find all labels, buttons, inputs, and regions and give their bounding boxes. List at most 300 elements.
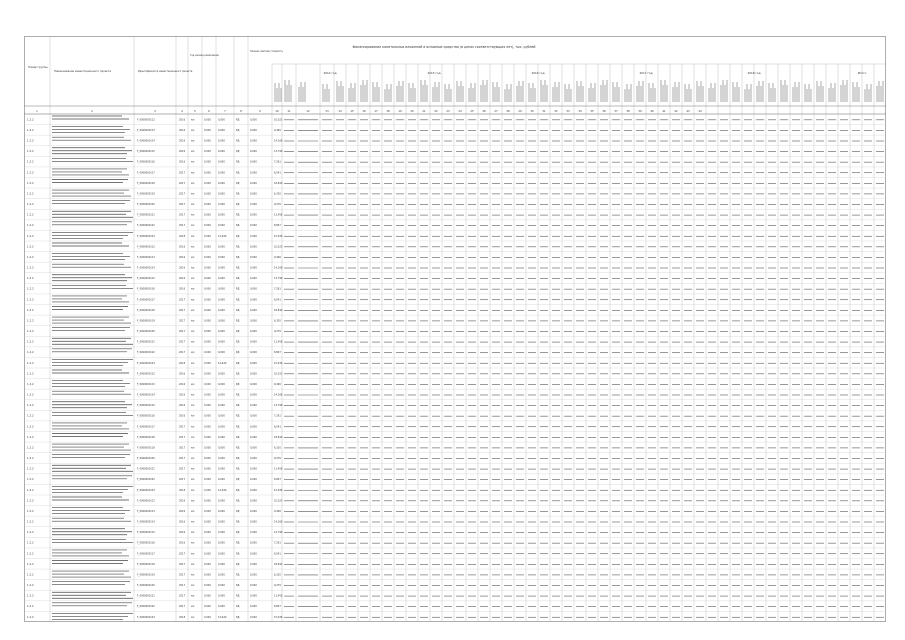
row-code: 1.2.2 [27, 615, 34, 619]
row-value: 0,000 [204, 150, 211, 154]
row-value: 0,000 [218, 435, 225, 439]
row-value: 0,000 [204, 372, 211, 376]
row-value: 0,000 [218, 605, 225, 609]
row-value: 0,000 [218, 319, 225, 323]
row-year: 2016 [179, 277, 186, 281]
row-unit: км [191, 298, 195, 302]
column-number: 11 [287, 110, 291, 113]
document-sheet [24, 36, 886, 622]
header-id: Идентификатор инвестиционного проекта [138, 70, 193, 73]
row-code: 1.2.2 [27, 351, 34, 355]
row-unit: км [191, 255, 195, 259]
row-id: F_0000000119 [137, 573, 155, 577]
row-value: 11,458 [274, 467, 283, 471]
row-year: 2017 [179, 181, 186, 185]
row-id: F_0000000114 [137, 266, 155, 270]
row-value: 10,023 [274, 499, 283, 503]
row-code: 1.2.2 [27, 181, 34, 185]
row-value: 0,000 [204, 499, 211, 503]
row-value: 0,000 [250, 562, 257, 566]
row-value: 0,000 [204, 509, 211, 513]
row-id: F_0000000120 [137, 457, 155, 461]
column-number: 33 [566, 110, 570, 113]
row-value: РД [236, 340, 240, 344]
row-year: 2017 [179, 605, 186, 609]
row-value: 0,000 [218, 562, 225, 566]
column-number: 19 [398, 110, 402, 113]
row-value: 0,000 [218, 181, 225, 185]
row-value: 0,000 [218, 414, 225, 418]
row-value: 0,000 [204, 552, 211, 556]
row-value: РД [236, 118, 240, 122]
row-unit: км [191, 308, 195, 312]
row-value: РД [236, 488, 240, 492]
row-value: 18,840 [274, 308, 283, 312]
row-value: РД [236, 234, 240, 238]
header-year-group: 2016 год [531, 71, 545, 75]
row-unit: км [191, 446, 195, 450]
row-code: 1.2.2 [27, 266, 34, 270]
row-value: РД [236, 181, 240, 185]
row-value: 0,000 [250, 203, 257, 207]
row-value: 15,036 [274, 234, 283, 238]
row-year: 2017 [179, 552, 186, 556]
column-number: 29 [518, 110, 522, 113]
row-value: 0,000 [204, 446, 211, 450]
row-value: 0,000 [218, 457, 225, 461]
row-value: 0,000 [218, 266, 225, 270]
row-value: 0,000 [218, 372, 225, 376]
row-value: 0,000 [204, 594, 211, 598]
row-value: 0,000 [204, 245, 211, 249]
row-value: 0,000 [204, 393, 211, 397]
row-value: РД [236, 584, 240, 588]
row-value: 9,276 [274, 330, 281, 334]
row-value: 0,000 [218, 298, 225, 302]
row-year: 2016 [179, 245, 186, 249]
row-value: 10,023 [274, 118, 283, 122]
row-code: 1.2.2 [27, 446, 34, 450]
row-unit: км [191, 224, 195, 228]
row-value: 0,000 [250, 118, 257, 122]
row-unit: км [191, 160, 195, 164]
row-value: РД [236, 330, 240, 334]
column-number: 8 [240, 110, 242, 113]
row-value: 8,807 [274, 351, 281, 355]
table-caption: Финансирование капитальных вложений в основные средства (в ценах соответствующих лет), тыс. рублей [352, 45, 536, 49]
row-value: 0,000 [218, 404, 225, 408]
row-value: 0,000 [250, 425, 257, 429]
row-year: 2016 [179, 531, 186, 535]
row-id: F_0000000117 [137, 552, 155, 556]
header-code: Номер группы [28, 66, 48, 69]
row-id: F_0000000115 [137, 531, 155, 535]
row-code: 1.2.2 [27, 594, 34, 598]
row-id: F_0000000122 [137, 605, 155, 609]
row-value: 0,000 [250, 287, 257, 291]
row-value: 13,798 [274, 404, 283, 408]
row-year: 2017 [179, 457, 186, 461]
header-year-group: 2018 год [747, 71, 761, 75]
row-unit: км [191, 150, 195, 154]
column-number: 40 [650, 110, 654, 113]
row-year: 2016 [179, 266, 186, 270]
row-value: 0,000 [204, 203, 211, 207]
row-value: РД [236, 160, 240, 164]
column-number: 20 [410, 110, 414, 113]
column-number: 38 [626, 110, 630, 113]
row-code: 1.2.2 [27, 330, 34, 334]
row-unit: км [191, 139, 195, 143]
row-unit: км [191, 531, 195, 535]
row-value: 18,840 [274, 181, 283, 185]
row-code: 1.2.2 [27, 298, 34, 302]
row-value: 0,000 [204, 330, 211, 334]
row-unit: км [191, 213, 195, 217]
row-value: 0,000 [250, 457, 257, 461]
row-value: 0,000 [204, 266, 211, 270]
row-value: 0,000 [218, 277, 225, 281]
row-year: 2016 [179, 118, 186, 122]
row-value: 0,000 [250, 372, 257, 376]
row-value: 0,000 [218, 520, 225, 524]
column-number: 10 [275, 110, 279, 113]
row-id: F_0000000116 [137, 414, 155, 418]
row-value: 0,000 [250, 520, 257, 524]
row-value: 14,168 [274, 393, 283, 397]
row-value: РД [236, 552, 240, 556]
column-number: 31 [542, 110, 546, 113]
row-value: РД [236, 615, 240, 619]
row-value: РД [236, 541, 240, 545]
row-value: 0,000 [250, 308, 257, 312]
row-value: 0,000 [218, 552, 225, 556]
row-value: 0,000 [204, 298, 211, 302]
column-number: 43 [686, 110, 690, 113]
row-value: 0,000 [204, 573, 211, 577]
row-unit: км [191, 478, 195, 482]
row-unit: км [191, 234, 195, 238]
column-number: 17 [374, 110, 378, 113]
header-year: Год начала реализации [190, 54, 219, 57]
row-value: 0,000 [250, 224, 257, 228]
column-number: 39 [638, 110, 642, 113]
row-unit: км [191, 319, 195, 323]
column-number: 24 [458, 110, 462, 113]
row-value: 0,000 [218, 203, 225, 207]
column-number: 32 [554, 110, 558, 113]
row-unit: км [191, 573, 195, 577]
row-year: 2016 [179, 509, 186, 513]
row-unit: км [191, 605, 195, 609]
row-value: 0,000 [218, 128, 225, 132]
row-id: F_0000000112 [137, 372, 155, 376]
row-value: 0,000 [218, 382, 225, 386]
row-code: 1.2.2 [27, 224, 34, 228]
row-value: 0,000 [204, 118, 211, 122]
row-value: РД [236, 308, 240, 312]
row-id: F_0000000123 [137, 615, 155, 619]
row-unit: км [191, 541, 195, 545]
row-code: 1.2.2 [27, 425, 34, 429]
header-name: Наименование инвестиционного проекта [54, 70, 112, 73]
row-value: 0,000 [218, 192, 225, 196]
row-value: 0,000 [204, 584, 211, 588]
row-value: 0,000 [218, 245, 225, 249]
row-code: 1.2.2 [27, 573, 34, 577]
row-value: 0,000 [250, 488, 257, 492]
row-value: 11,458 [274, 340, 283, 344]
row-value: 18,840 [274, 435, 283, 439]
row-value: 12,640 [218, 615, 227, 619]
column-number: 7 [224, 110, 226, 113]
row-value: 6,320 [274, 573, 281, 577]
row-value: 0,000 [204, 128, 211, 132]
row-id: F_0000000114 [137, 520, 155, 524]
column-number: 23 [446, 110, 450, 113]
column-number: 12 [306, 110, 310, 113]
row-id: F_0000000120 [137, 330, 155, 334]
row-value: 8,541 [274, 298, 281, 302]
row-value: 0,000 [250, 531, 257, 535]
header-year-group: 2017 год [639, 71, 653, 75]
row-year: 2017 [179, 425, 186, 429]
column-number: 16 [362, 110, 366, 113]
row-value: 0,000 [250, 541, 257, 545]
row-value: 0,000 [204, 287, 211, 291]
row-id: F_0000000118 [137, 435, 155, 439]
row-code: 1.2.2 [27, 150, 34, 154]
row-unit: км [191, 404, 195, 408]
row-id: F_0000000121 [137, 467, 155, 471]
row-code: 1.2.2 [27, 393, 34, 397]
row-id: F_0000000119 [137, 319, 155, 323]
row-unit: км [191, 520, 195, 524]
row-year: 2017 [179, 308, 186, 312]
row-value: 0,000 [250, 277, 257, 281]
column-number: 26 [482, 110, 486, 113]
row-code: 1.2.2 [27, 404, 34, 408]
row-value: РД [236, 361, 240, 365]
row-value: 12,640 [218, 361, 227, 365]
row-year: 2017 [179, 435, 186, 439]
row-value: 9,490 [274, 255, 281, 259]
row-value: 0,000 [204, 425, 211, 429]
row-year: 2017 [179, 330, 186, 334]
row-unit: км [191, 425, 195, 429]
row-code: 1.2.2 [27, 531, 34, 535]
row-value: 14,168 [274, 266, 283, 270]
row-value: 8,541 [274, 171, 281, 175]
row-year: 2016 [179, 393, 186, 397]
row-year: 2017 [179, 478, 186, 482]
row-value: 0,000 [218, 171, 225, 175]
row-year: 2016 [179, 541, 186, 545]
row-unit: км [191, 552, 195, 556]
row-year: 2017 [179, 573, 186, 577]
row-id: F_0000000123 [137, 361, 155, 365]
row-id: F_0000000113 [137, 382, 155, 386]
row-value: РД [236, 224, 240, 228]
row-unit: км [191, 615, 195, 619]
row-value: РД [236, 478, 240, 482]
row-value: РД [236, 404, 240, 408]
row-unit: км [191, 393, 195, 397]
row-code: 1.2.2 [27, 213, 34, 217]
row-value: 0,000 [250, 234, 257, 238]
row-unit: км [191, 382, 195, 386]
row-value: 0,000 [218, 224, 225, 228]
row-value: 0,000 [218, 531, 225, 535]
row-value: 9,276 [274, 457, 281, 461]
row-year: 2017 [179, 298, 186, 302]
row-code: 1.2.2 [27, 467, 34, 471]
row-value: РД [236, 382, 240, 386]
row-value: 0,000 [204, 457, 211, 461]
row-value: 0,000 [218, 594, 225, 598]
row-code: 1.2.2 [27, 435, 34, 439]
row-id: F_0000000114 [137, 139, 155, 143]
row-value: 6,320 [274, 319, 281, 323]
row-code: 1.2.2 [27, 605, 34, 609]
row-value: 0,000 [250, 150, 257, 154]
row-value: 0,000 [204, 467, 211, 471]
row-year: 2017 [179, 171, 186, 175]
row-year: 2016 [179, 499, 186, 503]
row-value: 0,000 [218, 478, 225, 482]
row-value: 0,000 [218, 467, 225, 471]
row-year: 2017 [179, 594, 186, 598]
row-unit: км [191, 562, 195, 566]
row-code: 1.2.2 [27, 372, 34, 376]
row-id: F_0000000123 [137, 488, 155, 492]
row-id: F_0000000117 [137, 425, 155, 429]
row-value: 0,000 [218, 255, 225, 259]
row-value: 15,036 [274, 615, 283, 619]
row-value: 15,036 [274, 361, 283, 365]
row-value: 0,000 [204, 404, 211, 408]
row-unit: км [191, 118, 195, 122]
column-number: 36 [602, 110, 606, 113]
row-unit: км [191, 287, 195, 291]
row-year: 2017 [179, 213, 186, 217]
row-value: 0,000 [250, 361, 257, 365]
row-value: 0,000 [250, 245, 257, 249]
row-id: F_0000000122 [137, 478, 155, 482]
row-year: 2017 [179, 351, 186, 355]
row-year: 2016 [179, 372, 186, 376]
header-year-group: Итого [857, 71, 867, 75]
row-value: РД [236, 605, 240, 609]
row-code: 1.2.2 [27, 277, 34, 281]
row-value: 0,000 [250, 340, 257, 344]
row-id: F_0000000116 [137, 541, 155, 545]
row-year: 2017 [179, 203, 186, 207]
row-value: РД [236, 255, 240, 259]
row-year: 2016 [179, 150, 186, 154]
row-value: РД [236, 425, 240, 429]
row-value: 0,000 [250, 266, 257, 270]
row-id: F_0000000116 [137, 287, 155, 291]
row-code: 1.2.2 [27, 171, 34, 175]
row-id: F_0000000121 [137, 340, 155, 344]
row-value: РД [236, 150, 240, 154]
row-value: 0,000 [250, 552, 257, 556]
column-number: 4 [181, 110, 183, 113]
row-year: 2018 [179, 488, 186, 492]
row-unit: км [191, 488, 195, 492]
row-code: 1.2.2 [27, 118, 34, 122]
row-value: РД [236, 562, 240, 566]
column-number: 35 [590, 110, 594, 113]
row-value: 7,261 [274, 414, 281, 418]
row-unit: км [191, 266, 195, 270]
row-value: 0,000 [250, 181, 257, 185]
column-number: 2 [91, 110, 93, 113]
row-id: F_0000000113 [137, 128, 155, 132]
row-code: 1.2.2 [27, 203, 34, 207]
column-number: 27 [494, 110, 498, 113]
row-value: 9,276 [274, 584, 281, 588]
row-value: 0,000 [250, 139, 257, 143]
row-year: 2017 [179, 584, 186, 588]
row-id: F_0000000115 [137, 277, 155, 281]
row-code: 1.2.2 [27, 488, 34, 492]
row-value: 13,798 [274, 531, 283, 535]
row-value: 0,000 [218, 150, 225, 154]
row-code: 1.2.2 [27, 319, 34, 323]
row-id: F_0000000113 [137, 509, 155, 513]
row-value: 0,000 [250, 605, 257, 609]
row-value: 0,000 [250, 351, 257, 355]
row-unit: км [191, 340, 195, 344]
row-year: 2016 [179, 414, 186, 418]
row-id: F_0000000112 [137, 245, 155, 249]
row-unit: км [191, 330, 195, 334]
row-value: 0,000 [204, 531, 211, 535]
row-value: 0,000 [218, 160, 225, 164]
column-number: 13 [325, 110, 329, 113]
row-id: F_0000000116 [137, 160, 155, 164]
row-value: 12,640 [218, 488, 227, 492]
row-value: 0,000 [250, 192, 257, 196]
row-unit: км [191, 435, 195, 439]
row-code: 1.2.2 [27, 562, 34, 566]
row-code: 1.2.2 [27, 457, 34, 461]
row-value: 0,000 [204, 340, 211, 344]
header-estimate: Полная сметная стоимость [250, 50, 283, 53]
row-value: РД [236, 298, 240, 302]
row-value: 0,000 [218, 573, 225, 577]
row-value: 0,000 [204, 541, 211, 545]
row-year: 2016 [179, 404, 186, 408]
row-value: 12,640 [218, 234, 227, 238]
row-value: 0,000 [250, 393, 257, 397]
column-number: 1 [36, 110, 38, 113]
row-value: 0,000 [250, 160, 257, 164]
row-value: РД [236, 594, 240, 598]
row-code: 1.2.2 [27, 308, 34, 312]
row-value: 0,000 [204, 213, 211, 217]
row-value: 0,000 [204, 192, 211, 196]
row-code: 1.2.2 [27, 287, 34, 291]
row-code: 1.2.2 [27, 509, 34, 513]
row-code: 1.2.2 [27, 160, 34, 164]
column-number: 28 [506, 110, 510, 113]
row-value: 0,000 [218, 213, 225, 217]
row-value: 0,000 [218, 509, 225, 513]
row-value: 0,000 [250, 255, 257, 259]
